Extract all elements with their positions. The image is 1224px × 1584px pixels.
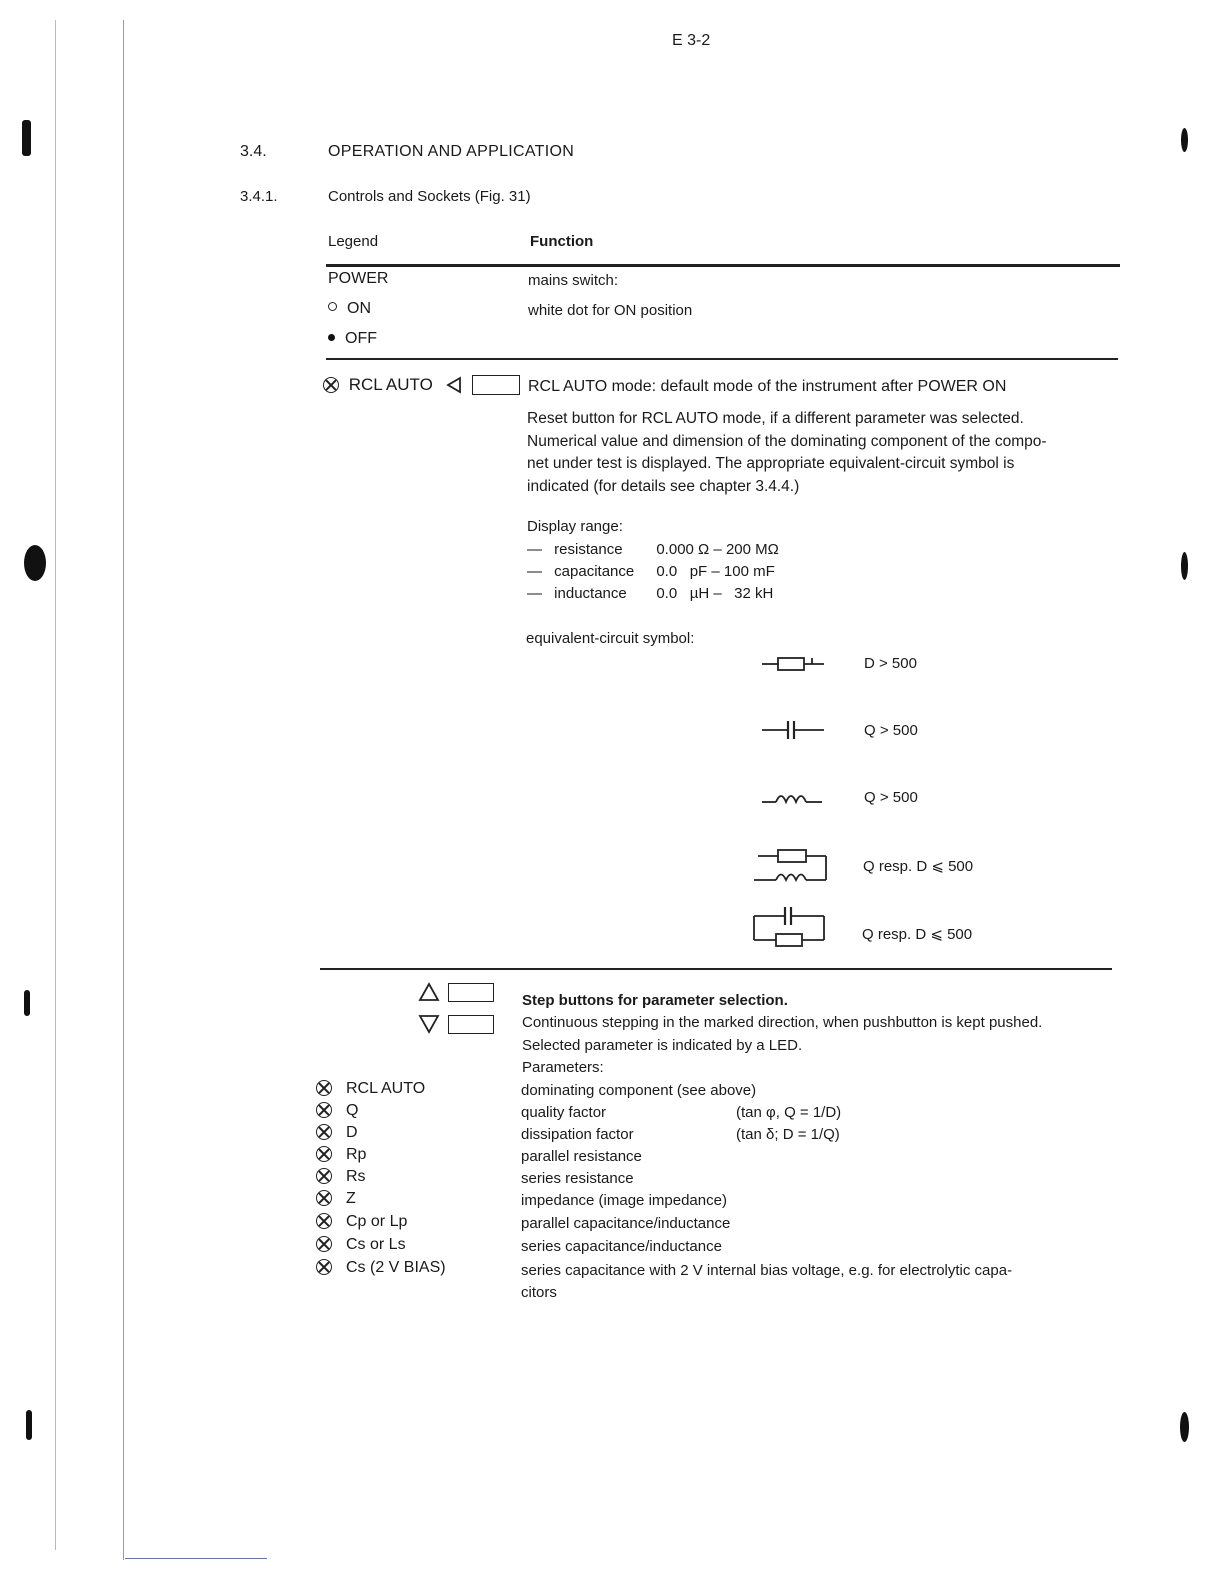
symbol-condition: Q > 500 <box>864 722 918 739</box>
param-desc: parallel capacitance/inductance <box>521 1215 731 1232</box>
punch-hole-mark <box>1181 128 1188 152</box>
rcl-auto-label: RCL AUTO <box>348 375 433 394</box>
param-label: Rs <box>346 1168 366 1185</box>
led-indicator-icon <box>316 1080 332 1096</box>
led-indicator-icon <box>316 1102 332 1118</box>
scan-mark <box>24 990 30 1016</box>
punch-hole-mark <box>1181 552 1188 580</box>
capacitor-symbol-icon <box>760 718 826 742</box>
led-indicator-icon <box>316 1190 332 1206</box>
param-label: Q <box>346 1102 359 1119</box>
range-dash: — <box>527 585 542 602</box>
power-rule <box>326 358 1118 360</box>
range-dash: — <box>527 541 542 558</box>
symbol-condition: Q resp. D ⩽ 500 <box>863 858 974 875</box>
scan-mark <box>22 120 31 156</box>
range-name: capacitance <box>554 563 635 580</box>
inductor-symbol-icon <box>760 786 826 810</box>
param-desc: parallel resistance <box>521 1148 642 1165</box>
white-dot-icon <box>328 302 337 311</box>
param-desc: series capacitance/inductance <box>521 1238 722 1255</box>
rcl-auto-control <box>323 375 433 395</box>
rcl-auto-description <box>527 408 1112 498</box>
section-number: 3.4. <box>240 143 267 160</box>
symbol-condition: Q resp. D ⩽ 500 <box>862 926 973 943</box>
range-row-capacitance <box>527 563 775 580</box>
param-label: Z <box>346 1190 356 1207</box>
led-indicator-icon <box>316 1124 332 1140</box>
range-row-resistance <box>527 541 779 558</box>
param-desc: quality factor <box>521 1104 607 1121</box>
param-led-row <box>316 1080 425 1098</box>
black-dot-icon <box>328 334 335 341</box>
power-on-label: ON <box>347 300 371 317</box>
symbol-condition: D > 500 <box>864 655 917 672</box>
power-function: mains switch: <box>528 272 619 289</box>
range-value: 0.000 Ω – 200 MΩ <box>656 541 779 558</box>
param-led-row <box>316 1124 358 1142</box>
param-label: Cp or Lp <box>346 1213 408 1230</box>
param-label: D <box>346 1124 358 1141</box>
left-triangle-icon <box>446 376 462 394</box>
param-label: Cs or Ls <box>346 1236 406 1253</box>
step-line-4: Parameters: <box>522 1059 604 1076</box>
range-name: resistance <box>554 541 623 558</box>
led-indicator-icon <box>316 1236 332 1252</box>
display-range-label: Display range: <box>527 518 623 535</box>
led-indicator-icon <box>316 1213 332 1229</box>
range-row-inductance <box>527 585 773 602</box>
power-on-row <box>328 300 371 318</box>
scan-mark <box>26 1410 32 1440</box>
step-line-1: Step buttons for parameter selection. <box>522 992 788 1009</box>
desc-line: net under test is displayed. The appropriate equivalent-circuit symbol is <box>527 455 1015 472</box>
step-line-2: Continuous stepping in the marked direction, when pushbutton is kept pushed. <box>522 1014 1043 1031</box>
function-header: Function <box>530 233 594 250</box>
desc-line: indicated (for details see chapter 3.4.4.) <box>527 477 800 495</box>
param-formula: (tan φ, Q = 1/D) <box>736 1104 842 1121</box>
param-label: Cs (2 V BIAS) <box>346 1259 446 1276</box>
rcl-auto-rule <box>320 968 1112 970</box>
param-led-row <box>316 1146 366 1164</box>
power-on-function: white dot for ON position <box>528 302 693 319</box>
symbol-label: equivalent-circuit symbol: <box>526 630 695 647</box>
desc-line: Numerical value and dimension of the dominating component of the compo- <box>527 432 1047 450</box>
desc-line: Reset button for RCL AUTO mode, if a different parameter was selected. <box>527 410 1024 427</box>
down-triangle-icon <box>418 1014 440 1034</box>
range-name: inductance <box>554 585 627 602</box>
subsection-title: Controls and Sockets (Fig. 31) <box>328 188 531 205</box>
param-led-row <box>316 1102 358 1120</box>
param-label: RCL AUTO <box>346 1080 426 1097</box>
param-formula: (tan δ; D = 1/Q) <box>736 1126 840 1143</box>
capacitor-resistor-symbol-icon <box>748 904 832 950</box>
power-off-label: OFF <box>345 330 377 347</box>
punch-hole-mark <box>1180 1412 1189 1442</box>
header-rule <box>326 264 1120 267</box>
param-led-row <box>316 1213 407 1231</box>
param-desc-continuation: citors <box>521 1284 557 1301</box>
punch-hole-mark <box>24 545 46 581</box>
param-led-row <box>316 1259 446 1277</box>
param-desc: dissipation factor <box>521 1126 634 1143</box>
param-led-row <box>316 1168 366 1186</box>
param-led-row <box>316 1236 406 1254</box>
resistor-symbol-icon <box>760 652 826 676</box>
param-led-row <box>316 1190 356 1208</box>
step-up-button[interactable] <box>448 983 494 1002</box>
subsection-number: 3.4.1. <box>240 188 278 205</box>
param-desc: impedance (image impedance) <box>521 1192 727 1209</box>
scan-edge-line <box>125 1558 267 1559</box>
page-number: E 3-2 <box>672 32 711 49</box>
led-indicator-icon <box>316 1259 332 1275</box>
param-desc: dominating component (see above) <box>521 1082 757 1099</box>
param-desc: series capacitance with 2 V internal bias voltage, e.g. for electrolytic capa- <box>521 1262 1013 1279</box>
power-label: POWER <box>328 270 389 287</box>
range-dash: — <box>527 563 542 580</box>
section-title: OPERATION AND APPLICATION <box>328 143 575 160</box>
legend-header: Legend <box>328 233 379 250</box>
rcl-auto-line1: RCL AUTO mode: default mode of the instrument after POWER ON <box>528 378 1007 395</box>
led-indicator-icon <box>316 1146 332 1162</box>
led-indicator-icon <box>316 1168 332 1184</box>
binding-margin-line <box>123 20 124 1560</box>
led-indicator-icon <box>323 377 339 393</box>
param-desc: series resistance <box>521 1170 634 1187</box>
up-triangle-icon <box>418 982 440 1002</box>
power-off-row <box>328 330 377 348</box>
binding-edge-line <box>55 20 56 1550</box>
range-value: 0.0 µH – 32 kH <box>656 585 774 602</box>
step-down-button[interactable] <box>448 1015 494 1034</box>
resistor-inductor-symbol-icon <box>752 846 832 886</box>
step-line-3: Selected parameter is indicated by a LED. <box>522 1037 803 1054</box>
param-label: Rp <box>346 1146 367 1163</box>
rcl-auto-button[interactable] <box>472 375 520 395</box>
symbol-condition: Q > 500 <box>864 789 918 806</box>
range-value: 0.0 pF – 100 mF <box>656 563 775 580</box>
